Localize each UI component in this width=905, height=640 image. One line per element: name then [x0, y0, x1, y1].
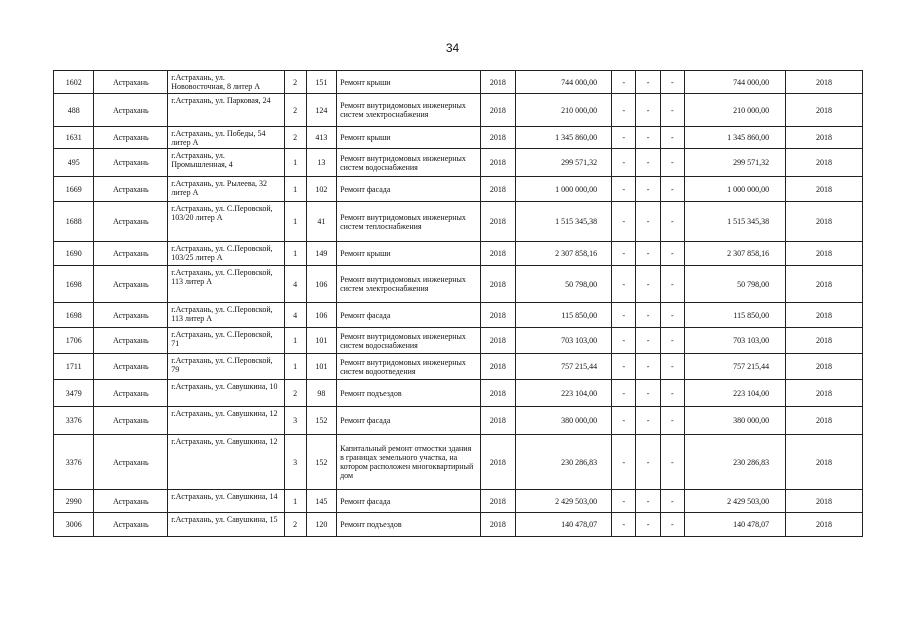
row-end-year: 2018 [786, 354, 863, 380]
row-city: Астрахань [94, 202, 168, 242]
row-dash: - [612, 380, 636, 407]
row-address: г.Астрахань, ул. С.Перовской, 103/25 литер А [168, 242, 284, 266]
row-dash: - [636, 266, 660, 303]
row-year: 2018 [480, 242, 515, 266]
row-number: 145 [306, 490, 336, 513]
row-floors: 1 [284, 242, 306, 266]
row-id: 1711 [54, 354, 94, 380]
row-floors: 2 [284, 71, 306, 94]
row-work: Ремонт внутридомовых инженерных систем электроснабжения [337, 94, 481, 127]
row-end-year: 2018 [786, 94, 863, 127]
row-total: 230 286,83 [684, 435, 785, 490]
row-total: 115 850,00 [684, 303, 785, 328]
row-id: 1631 [54, 127, 94, 149]
row-floors: 2 [284, 513, 306, 537]
row-city: Астрахань [94, 407, 168, 435]
row-year: 2018 [480, 127, 515, 149]
row-number: 106 [306, 303, 336, 328]
row-city: Астрахань [94, 177, 168, 202]
row-address: г.Астрахань, ул. С.Перовской, 113 литер А [168, 266, 284, 303]
row-work: Ремонт фасада [337, 407, 481, 435]
row-id: 2990 [54, 490, 94, 513]
row-dash: - [636, 177, 660, 202]
row-city: Астрахань [94, 149, 168, 177]
row-number: 124 [306, 94, 336, 127]
row-dash: - [636, 380, 660, 407]
row-address: г.Астрахань, ул. С.Перовской, 79 [168, 354, 284, 380]
row-total: 210 000,00 [684, 94, 785, 127]
table-row [54, 380, 863, 407]
row-end-year: 2018 [786, 202, 863, 242]
row-dash: - [660, 242, 684, 266]
row-id: 3376 [54, 435, 94, 490]
row-total: 744 000,00 [684, 71, 785, 94]
row-cost: 757 215,44 [516, 354, 612, 380]
row-number: 106 [306, 266, 336, 303]
row-year: 2018 [480, 513, 515, 537]
row-work: Ремонт крыши [337, 242, 481, 266]
row-dash: - [612, 490, 636, 513]
table-row [54, 177, 863, 202]
row-number: 13 [306, 149, 336, 177]
row-cost: 140 478,07 [516, 513, 612, 537]
row-dash: - [660, 202, 684, 242]
row-total: 1 000 000,00 [684, 177, 785, 202]
row-floors: 4 [284, 303, 306, 328]
row-total: 757 215,44 [684, 354, 785, 380]
row-dash: - [612, 328, 636, 354]
row-dash: - [636, 354, 660, 380]
row-number: 149 [306, 242, 336, 266]
row-address: г.Астрахань, ул. С.Перовской, 103/20 литер А [168, 202, 284, 242]
row-id: 1669 [54, 177, 94, 202]
row-dash: - [612, 242, 636, 266]
row-total: 50 798,00 [684, 266, 785, 303]
row-cost: 115 850,00 [516, 303, 612, 328]
row-city: Астрахань [94, 380, 168, 407]
row-city: Астрахань [94, 435, 168, 490]
row-id: 1698 [54, 303, 94, 328]
table-row [54, 328, 863, 354]
row-end-year: 2018 [786, 513, 863, 537]
table-row [54, 94, 863, 127]
row-address: г.Астрахань, ул. Савушкина, 10 [168, 380, 284, 407]
row-year: 2018 [480, 303, 515, 328]
row-dash: - [612, 202, 636, 242]
row-dash: - [636, 303, 660, 328]
row-dash: - [660, 407, 684, 435]
row-end-year: 2018 [786, 303, 863, 328]
row-total: 1 345 860,00 [684, 127, 785, 149]
row-total: 380 000,00 [684, 407, 785, 435]
row-dash: - [612, 71, 636, 94]
row-end-year: 2018 [786, 435, 863, 490]
row-dash: - [612, 354, 636, 380]
row-dash: - [660, 435, 684, 490]
table-row [54, 202, 863, 242]
row-cost: 210 000,00 [516, 94, 612, 127]
row-work: Ремонт внутридомовых инженерных систем водоотведения [337, 354, 481, 380]
row-dash: - [660, 177, 684, 202]
row-dash: - [612, 435, 636, 490]
row-id: 1706 [54, 328, 94, 354]
row-city: Астрахань [94, 242, 168, 266]
row-floors: 1 [284, 177, 306, 202]
row-year: 2018 [480, 490, 515, 513]
row-total: 140 478,07 [684, 513, 785, 537]
row-address: г.Астрахань, ул. Савушкина, 15 [168, 513, 284, 537]
row-address: г.Астрахань, ул. С.Перовской, 71 [168, 328, 284, 354]
row-floors: 1 [284, 328, 306, 354]
row-address: г.Астрахань, ул. Савушкина, 12 [168, 435, 284, 490]
row-city: Астрахань [94, 266, 168, 303]
row-id: 488 [54, 94, 94, 127]
row-floors: 1 [284, 354, 306, 380]
table-row [54, 71, 863, 94]
row-dash: - [636, 94, 660, 127]
row-end-year: 2018 [786, 127, 863, 149]
row-year: 2018 [480, 266, 515, 303]
row-dash: - [660, 149, 684, 177]
row-end-year: 2018 [786, 407, 863, 435]
row-work: Ремонт фасада [337, 177, 481, 202]
row-dash: - [660, 303, 684, 328]
row-floors: 1 [284, 490, 306, 513]
table-row [54, 407, 863, 435]
row-dash: - [612, 177, 636, 202]
row-dash: - [612, 94, 636, 127]
row-cost: 1 345 860,00 [516, 127, 612, 149]
row-city: Астрахань [94, 303, 168, 328]
row-address: г.Астрахань, ул. Рылеева, 32 литер А [168, 177, 284, 202]
row-dash: - [660, 266, 684, 303]
row-floors: 2 [284, 380, 306, 407]
row-work: Ремонт внутридомовых инженерных систем водоснабжения [337, 149, 481, 177]
row-id: 3479 [54, 380, 94, 407]
row-number: 152 [306, 435, 336, 490]
row-dash: - [612, 513, 636, 537]
row-cost: 230 286,83 [516, 435, 612, 490]
row-dash: - [636, 71, 660, 94]
row-dash: - [660, 71, 684, 94]
row-city: Астрахань [94, 354, 168, 380]
row-id: 3376 [54, 407, 94, 435]
row-cost: 223 104,00 [516, 380, 612, 407]
row-id: 1602 [54, 71, 94, 94]
row-year: 2018 [480, 328, 515, 354]
row-year: 2018 [480, 380, 515, 407]
row-total: 299 571,32 [684, 149, 785, 177]
row-year: 2018 [480, 202, 515, 242]
row-address: г.Астрахань, ул. Промышленная, 4 [168, 149, 284, 177]
row-address: г.Астрахань, ул. Нововосточная, 8 литер А [168, 71, 284, 94]
row-year: 2018 [480, 71, 515, 94]
row-end-year: 2018 [786, 266, 863, 303]
row-address: г.Астрахань, ул. Парковая, 24 [168, 94, 284, 127]
page-number: 34 [445, 41, 460, 55]
row-work: Ремонт фасада [337, 490, 481, 513]
row-address: г.Астрахань, ул. Савушкина, 12 [168, 407, 284, 435]
row-number: 152 [306, 407, 336, 435]
row-dash: - [660, 94, 684, 127]
row-number: 102 [306, 177, 336, 202]
repair-registry-table [53, 70, 863, 537]
row-cost: 744 000,00 [516, 71, 612, 94]
row-cost: 380 000,00 [516, 407, 612, 435]
row-cost: 299 571,32 [516, 149, 612, 177]
row-end-year: 2018 [786, 71, 863, 94]
row-floors: 1 [284, 202, 306, 242]
row-cost: 50 798,00 [516, 266, 612, 303]
row-id: 3006 [54, 513, 94, 537]
row-year: 2018 [480, 149, 515, 177]
row-end-year: 2018 [786, 149, 863, 177]
row-dash: - [612, 127, 636, 149]
row-city: Астрахань [94, 513, 168, 537]
row-floors: 4 [284, 266, 306, 303]
row-dash: - [612, 149, 636, 177]
row-dash: - [636, 202, 660, 242]
row-address: г.Астрахань, ул. Савушкина, 14 [168, 490, 284, 513]
row-number: 101 [306, 354, 336, 380]
row-total: 223 104,00 [684, 380, 785, 407]
row-dash: - [612, 407, 636, 435]
row-end-year: 2018 [786, 177, 863, 202]
row-dash: - [660, 354, 684, 380]
row-cost: 1 000 000,00 [516, 177, 612, 202]
row-dash: - [660, 127, 684, 149]
row-cost: 2 429 503,00 [516, 490, 612, 513]
row-address: г.Астрахань, ул. Победы, 54 литер А [168, 127, 284, 149]
row-work: Ремонт крыши [337, 127, 481, 149]
row-total: 2 429 503,00 [684, 490, 785, 513]
row-city: Астрахань [94, 127, 168, 149]
row-city: Астрахань [94, 71, 168, 94]
table-row [54, 242, 863, 266]
row-dash: - [612, 266, 636, 303]
row-cost: 2 307 858,16 [516, 242, 612, 266]
row-id: 495 [54, 149, 94, 177]
row-number: 120 [306, 513, 336, 537]
table-row [54, 435, 863, 490]
row-year: 2018 [480, 354, 515, 380]
row-year: 2018 [480, 94, 515, 127]
row-id: 1688 [54, 202, 94, 242]
row-floors: 1 [284, 149, 306, 177]
row-dash: - [636, 513, 660, 537]
table-row [54, 149, 863, 177]
row-number: 98 [306, 380, 336, 407]
row-work: Ремонт фасада [337, 303, 481, 328]
row-end-year: 2018 [786, 490, 863, 513]
row-total: 703 103,00 [684, 328, 785, 354]
row-floors: 2 [284, 127, 306, 149]
row-dash: - [636, 149, 660, 177]
row-work: Ремонт внутридомовых инженерных систем теплоснабжения [337, 202, 481, 242]
row-address: г.Астрахань, ул. С.Перовской, 113 литер А [168, 303, 284, 328]
row-cost: 1 515 345,38 [516, 202, 612, 242]
row-floors: 3 [284, 435, 306, 490]
row-work: Ремонт внутридомовых инженерных систем электроснабжения [337, 266, 481, 303]
table-body [54, 71, 863, 537]
row-work: Ремонт крыши [337, 71, 481, 94]
row-id: 1698 [54, 266, 94, 303]
row-dash: - [636, 407, 660, 435]
row-year: 2018 [480, 177, 515, 202]
row-cost: 703 103,00 [516, 328, 612, 354]
row-work: Ремонт подъездов [337, 513, 481, 537]
row-year: 2018 [480, 407, 515, 435]
row-dash: - [636, 435, 660, 490]
row-dash: - [660, 328, 684, 354]
row-city: Астрахань [94, 94, 168, 127]
row-number: 151 [306, 71, 336, 94]
table-row [54, 513, 863, 537]
row-end-year: 2018 [786, 328, 863, 354]
row-dash: - [636, 127, 660, 149]
row-dash: - [660, 513, 684, 537]
row-dash: - [636, 242, 660, 266]
row-city: Астрахань [94, 490, 168, 513]
row-work: Капитальный ремонт отмостки здания в границах земельного участка, на котором расположен многоквартирный дом [337, 435, 481, 490]
table-row [54, 303, 863, 328]
row-total: 2 307 858,16 [684, 242, 785, 266]
table-row [54, 127, 863, 149]
row-floors: 2 [284, 94, 306, 127]
row-id: 1690 [54, 242, 94, 266]
row-dash: - [660, 380, 684, 407]
row-dash: - [660, 490, 684, 513]
table-row [54, 266, 863, 303]
row-work: Ремонт подъездов [337, 380, 481, 407]
row-dash: - [636, 490, 660, 513]
table-row [54, 354, 863, 380]
row-end-year: 2018 [786, 242, 863, 266]
row-city: Астрахань [94, 328, 168, 354]
row-total: 1 515 345,38 [684, 202, 785, 242]
table-row [54, 490, 863, 513]
row-number: 413 [306, 127, 336, 149]
row-end-year: 2018 [786, 380, 863, 407]
row-dash: - [612, 303, 636, 328]
row-year: 2018 [480, 435, 515, 490]
row-work: Ремонт внутридомовых инженерных систем водоснабжения [337, 328, 481, 354]
row-dash: - [636, 328, 660, 354]
row-number: 41 [306, 202, 336, 242]
row-floors: 3 [284, 407, 306, 435]
row-number: 101 [306, 328, 336, 354]
